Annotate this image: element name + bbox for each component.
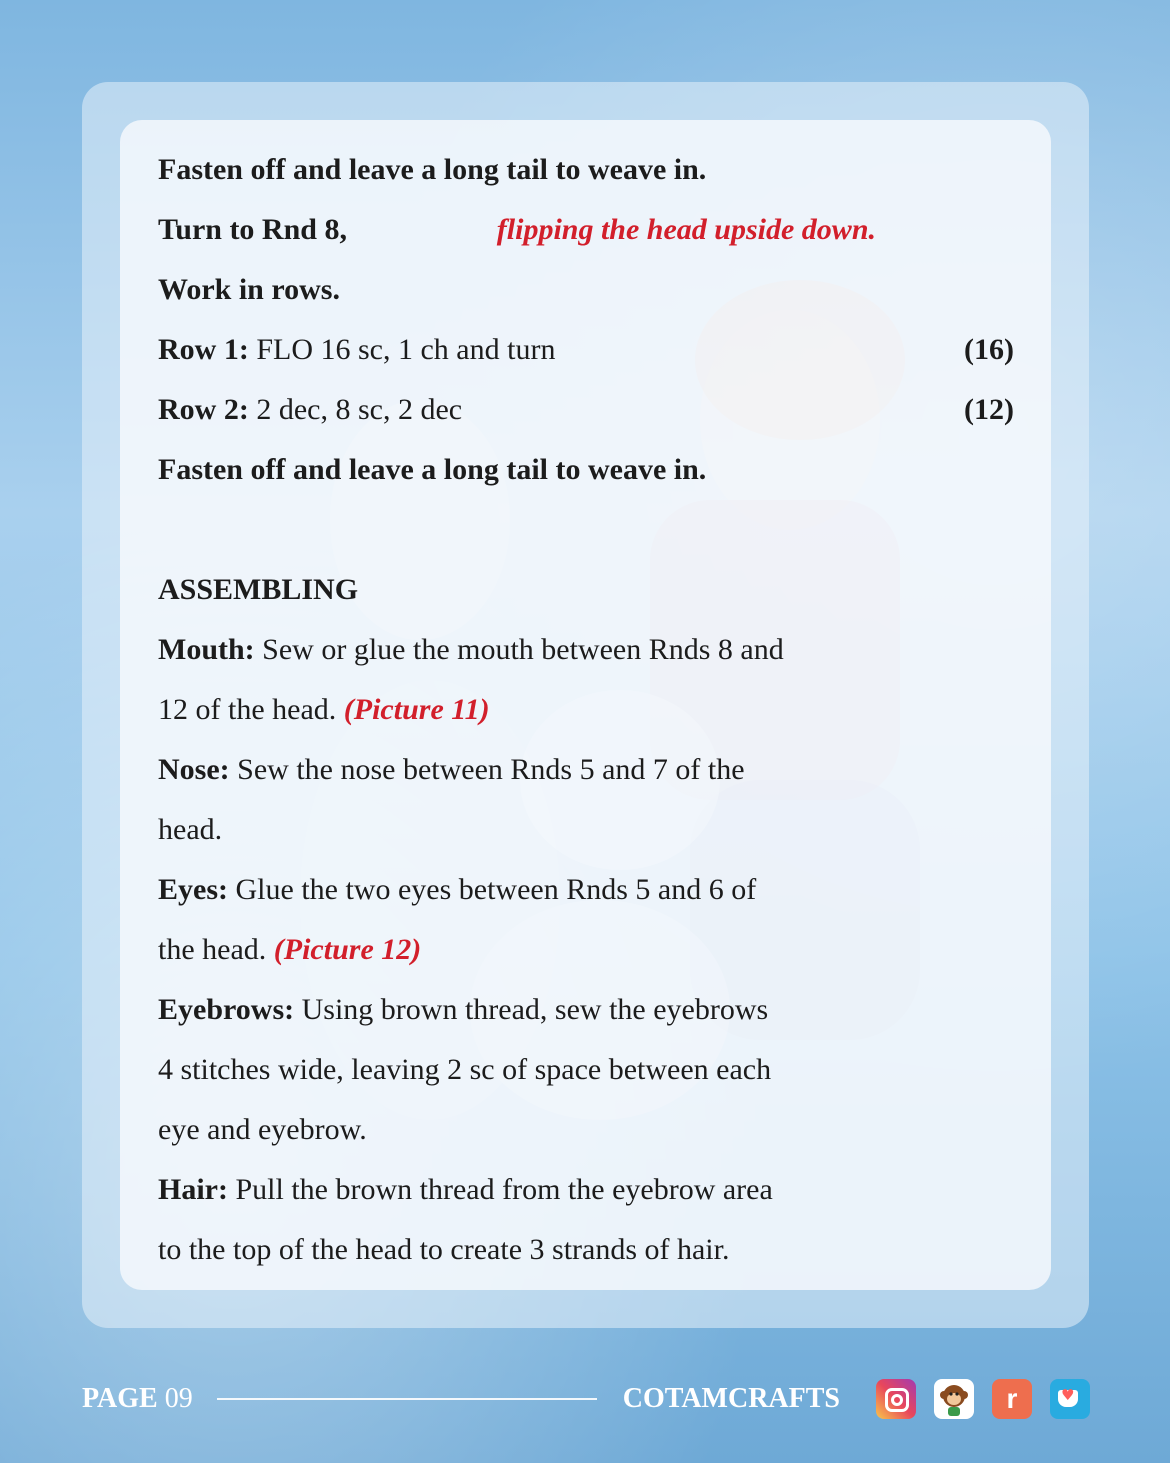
mouth-line-2: [158, 680, 1014, 740]
nose-line-1: [158, 740, 1014, 800]
turn-highlight: flipping the head upside down.: [496, 213, 876, 246]
kofi-icon[interactable]: [1050, 1379, 1090, 1419]
eyes-text-1: Glue the two eyes between Rnds 5 and 6 of: [228, 873, 757, 906]
mouth-line-1: [158, 620, 1014, 680]
monkey-logo-icon[interactable]: [934, 1379, 974, 1419]
pattern-text: [158, 140, 1014, 1280]
mouth-text-1: Sew or glue the mouth between Rnds 8 and: [254, 633, 784, 666]
eyes-label: Eyes:: [158, 873, 228, 906]
row-1-count: (16): [964, 333, 1014, 366]
eyebrows-line-2: 4 stitches wide, leaving 2 sc of space between each: [158, 1053, 772, 1086]
row-1: [158, 320, 1014, 380]
hair-text-1: Pull the brown thread from the eyebrow area: [227, 1173, 773, 1206]
work-in-rows-line: Work in rows.: [158, 273, 340, 306]
picture-12-ref: (Picture 12): [273, 933, 422, 966]
nose-text-1: Sew the nose between Rnds 5 and 7 of the: [229, 753, 745, 786]
fasten-off-line-2: Fasten off and leave a long tail to weave in.: [158, 453, 707, 486]
eyebrows-line-3: eye and eyebrow.: [158, 1113, 367, 1146]
mouth-label: Mouth:: [158, 633, 255, 666]
picture-11-ref: (Picture 11): [343, 693, 490, 726]
fasten-off-line: Fasten off and leave a long tail to weave in.: [158, 153, 707, 186]
hair-label: Hair:: [158, 1173, 228, 1206]
eyebrows-text-1: Using brown thread, sew the eyebrows: [294, 993, 769, 1026]
turn-line: [158, 200, 1014, 260]
row-2-text: 2 dec, 8 sc, 2 dec: [248, 393, 463, 426]
page-footer: [82, 1372, 1090, 1426]
eyes-line-2: [158, 920, 1014, 980]
row-2-label: Row 2:: [158, 393, 249, 426]
page-number: 09: [164, 1383, 193, 1414]
row-1-text: FLO 16 sc, 1 ch and turn: [248, 333, 556, 366]
mouth-text-2: 12 of the head.: [158, 693, 344, 726]
ravelry-icon[interactable]: r: [992, 1379, 1032, 1419]
eyes-line-1: [158, 860, 1014, 920]
footer-divider: [217, 1398, 597, 1400]
row-2-count: (12): [964, 393, 1014, 426]
eyebrows-line-1: [158, 980, 1014, 1040]
hair-line-1: [158, 1160, 1014, 1220]
nose-line-2: head.: [158, 813, 223, 846]
spacer: [158, 500, 1014, 560]
instagram-icon[interactable]: [876, 1379, 916, 1419]
hair-line-2: to the top of the head to create 3 strands of hair.: [158, 1233, 730, 1266]
page-indicator: [82, 1383, 193, 1415]
section-heading: ASSEMBLING: [158, 573, 359, 606]
row-1-label: Row 1:: [158, 333, 249, 366]
eyes-text-2: the head.: [158, 933, 274, 966]
nose-label: Nose:: [158, 753, 230, 786]
eyebrows-label: Eyebrows:: [158, 993, 295, 1026]
turn-prefix: Turn to Rnd 8,: [158, 213, 347, 246]
row-2: [158, 380, 1014, 440]
brand-name: COTAMCRAFTS: [622, 1383, 840, 1414]
page-label: PAGE: [82, 1383, 158, 1414]
